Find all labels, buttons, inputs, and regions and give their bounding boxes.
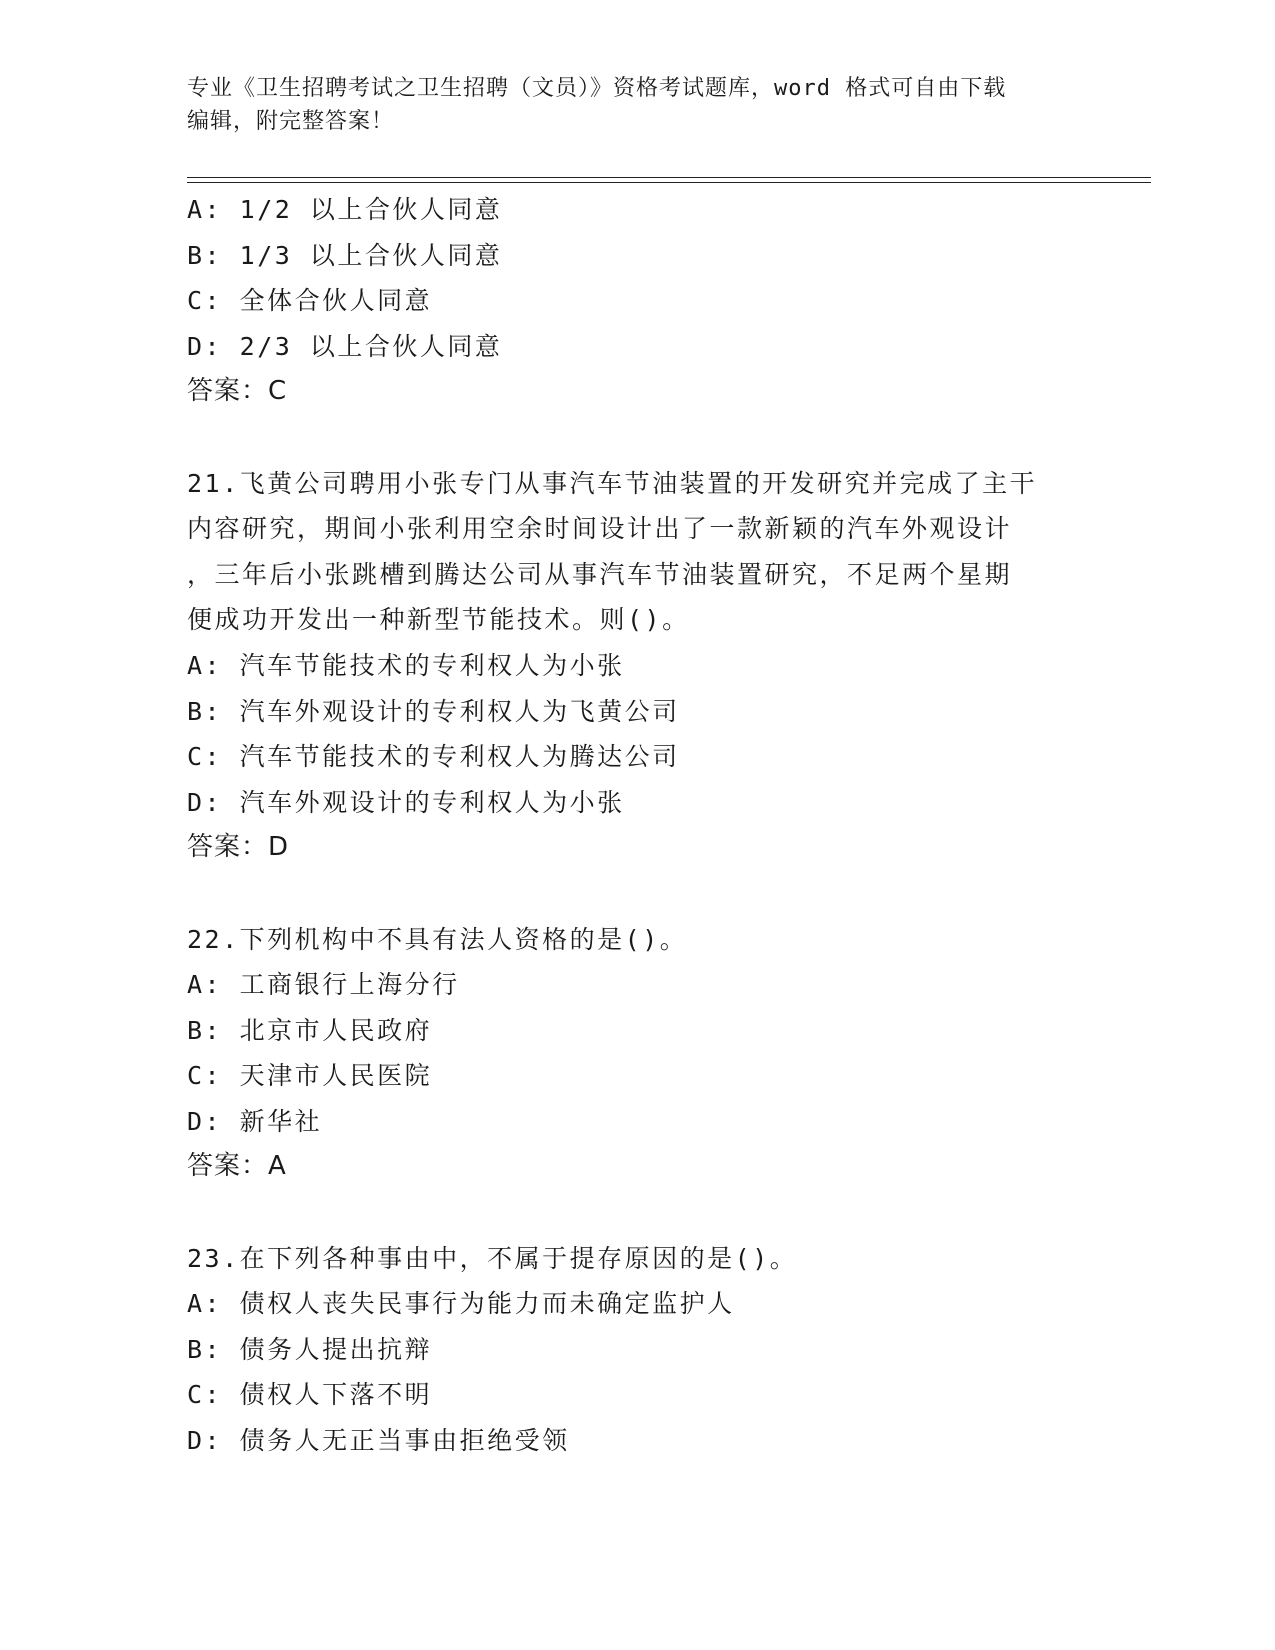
option-a: A: 债权人丧失民事行为能力而未确定监护人 xyxy=(187,1289,735,1319)
question-stem: ，三年后小张跳槽到腾达公司从事汽车节油装置研究，不足两个星期 xyxy=(187,559,1013,589)
header-line-1: 专业《卫生招聘考试之卫生招聘（文员）》资格考试题库，word 格式可自由下载 xyxy=(187,76,1007,101)
option-b: B: 1/3 以上合伙人同意 xyxy=(187,240,503,270)
question-stem: 23.在下列各种事由中，不属于提存原因的是()。 xyxy=(187,1243,798,1273)
option-d: D: 新华社 xyxy=(187,1106,323,1136)
option-b: B: 汽车外观设计的专利权人为飞黄公司 xyxy=(187,696,680,726)
option-a: A: 工商银行上海分行 xyxy=(187,970,460,1000)
question-20 xyxy=(187,187,1087,415)
document-header xyxy=(187,72,1067,138)
option-d: D: 债务人无正当事由拒绝受领 xyxy=(187,1426,570,1456)
option-c: C: 汽车节能技术的专利权人为腾达公司 xyxy=(187,742,680,772)
question-stem: 内容研究，期间小张利用空余时间设计出了一款新颖的汽车外观设计 xyxy=(187,514,1013,544)
question-22 xyxy=(187,917,1087,1191)
option-b: B: 债务人提出抗辩 xyxy=(187,1334,433,1364)
answer: 答案：C xyxy=(187,376,288,407)
answer: 答案：A xyxy=(187,1151,287,1182)
option-c: C: 全体合伙人同意 xyxy=(187,286,433,316)
question-21 xyxy=(187,461,1087,871)
question-stem: 便成功开发出一种新型节能技术。则()。 xyxy=(187,605,690,635)
option-a: A: 1/2 以上合伙人同意 xyxy=(187,195,503,224)
spacer xyxy=(187,415,1087,461)
spacer xyxy=(187,1190,1087,1236)
option-c: C: 债权人下落不明 xyxy=(187,1380,433,1410)
option-c: C: 天津市人民医院 xyxy=(187,1061,433,1091)
header-line-2: 编辑，附完整答案！ xyxy=(187,109,395,134)
header-divider-bottom xyxy=(187,182,1151,183)
option-b: B: 北京市人民政府 xyxy=(187,1015,433,1045)
question-list xyxy=(187,187,1087,1464)
question-stem: 22.下列机构中不具有法人资格的是()。 xyxy=(187,924,688,954)
question-23 xyxy=(187,1236,1087,1464)
question-stem: 21.飞黄公司聘用小张专门从事汽车节油装置的开发研究并完成了主干 xyxy=(187,468,1038,498)
option-d: D: 2/3 以上合伙人同意 xyxy=(187,331,503,361)
option-d: D: 汽车外观设计的专利权人为小张 xyxy=(187,787,625,817)
option-a: A: 汽车节能技术的专利权人为小张 xyxy=(187,650,625,680)
spacer xyxy=(187,871,1087,917)
answer: 答案：D xyxy=(187,832,290,863)
header-divider-top xyxy=(187,177,1151,178)
